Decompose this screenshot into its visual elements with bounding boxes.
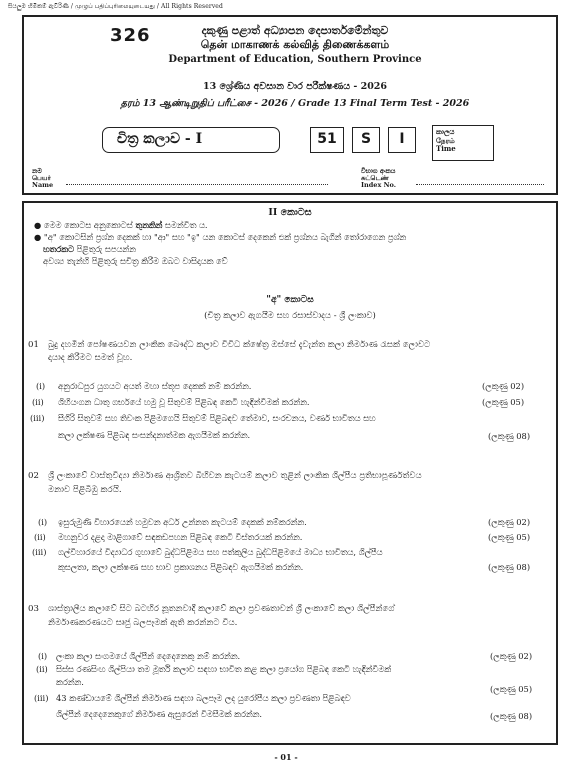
- time-label: நேரம்: [436, 135, 455, 145]
- name-label-line: பெயர்: [32, 174, 51, 182]
- copyright-notice: සියලුම හිමිකම් ඇවිරිණි / முழுப் பதிப்புரிமையுடையது / All Rights Reserved: [8, 3, 223, 10]
- part-label: (iii): [30, 413, 45, 423]
- department-sinhala: දකුණු පළාත් අධ්‍යාපන දෙපාර්තමේන්තුව: [201, 24, 389, 37]
- name-label-line: Name: [32, 181, 54, 189]
- part-label: (i): [38, 517, 48, 527]
- instruction: ● මෙම කොටස අනුකොටස් තුනකින් සමන්විත ය.: [34, 220, 208, 230]
- time-label: Time: [436, 144, 456, 153]
- instruction-text: අවශ්‍ය තැන්හි පිළිතුරු සචිත්‍ර කිරීම ඔබට වාසිදායක වේ: [43, 256, 228, 266]
- question-stem: නිර්මාණකරණයට සෘජු බලපෑමක් ඇති කරන්නට විය.: [48, 618, 238, 628]
- part-text: කුසලතා, කලා ලක්ෂණ සහ භාව ප්‍රකාශනය පිළිබඳව ඇගයීමක් කරන්න.: [58, 562, 304, 572]
- part-text: අනුරාධපුර යුගයට අයත් මහා ස්තූප දෙකක් නම් කරන්න.: [58, 381, 252, 391]
- instruction-text: මෙම කොටස අනුකොටස්: [43, 220, 136, 230]
- name-field[interactable]: [66, 184, 328, 185]
- index-label-line: විභාග අංකය: [361, 167, 396, 175]
- index-label: [361, 168, 396, 189]
- part-text: කරන්න.: [56, 677, 84, 687]
- instruction-text: සමන්විත ය.: [162, 220, 208, 230]
- marks: (ලකුණු 02): [488, 517, 531, 527]
- code-box: I: [388, 127, 416, 153]
- marks: (ලකුණු 08): [488, 431, 531, 441]
- part-text: ඉසුරුමුණි විහාරයෙන් හමුවන අර්ධ උන්නත කැටයම් දෙකක් නම්කරන්න.: [58, 517, 307, 527]
- index-label-line: சுட்டெண்: [361, 174, 389, 182]
- instruction-text: "අ" කොටසින් ප්‍රශ්න දෙකක් හා "ආ" සහ "ඉ" යන කොටස් දෙකෙන් එක් ප්‍රශ්නය බැගින් තෝරාගෙන ප්‍රශ්න: [43, 232, 407, 242]
- question-stem: මනාව පිළිබිඹු කරයි.: [48, 485, 122, 495]
- marks: (ලකුණු 02): [482, 381, 525, 391]
- section-a-subtitle: (චිත්‍ර කලාව ඇගයීම සහ රසාස්වාදය - ශ්‍රී ලංකාව): [204, 311, 376, 321]
- code-box: S: [352, 127, 380, 153]
- question-stem: ශ්‍රී ලංකාවේ වාස්තුවිද්‍යා නිර්මාණ ආශ්‍රිතව බිහිවන කැටයම් කලාව තුළින් ලාංකික ශිල්පීය ප්‍රතිභාපූර්ණත්වය: [48, 471, 422, 481]
- question-stem: දායාද කිරීමට සමත් වූහ.: [48, 353, 133, 363]
- part-text: ගල්විහාරයේ විද්‍යාධර ගුහාවේ බුද්ධපිළිමය සහ පත්කුලිය බුද්ධපිළිමයේ මාධ්‍ය භාවිතය, ශිල්පීය: [58, 547, 383, 557]
- index-field[interactable]: [416, 184, 544, 185]
- code-box: 51: [310, 127, 344, 153]
- part-label: (iii): [34, 693, 49, 703]
- exam-title-sinhala: 13 ශ්‍රේණිය අවසාන වාර පරීක්ෂණය - 2026: [202, 81, 388, 92]
- instruction: [43, 255, 228, 267]
- marks: (ලකුණු 08): [488, 562, 531, 572]
- part-text: ශිල්පීන් දෙදෙනෙකුගේ නිර්මාණ ඇසුරෙන් විමසීමක් කරන්න.: [56, 709, 262, 719]
- page-number: - 01 -: [274, 752, 298, 762]
- part-label: (iii): [32, 547, 47, 557]
- marks: (ලකුණු 08): [490, 711, 533, 721]
- part-text: සිස්ස රණසිංහ ශිල්පියා තම මූර්ති කලාව සඳහා භාවිත කළ කලා ප්‍රයෝග පිළිබඳ කෙටි හැඳින්වීමක්: [56, 664, 391, 674]
- part-text: මහනුවර දළදා මාළිගාවේ සඳකඩපහන පිළිබඳ කෙටි විස්තරයක් කරන්න.: [58, 532, 303, 542]
- subject-box: චිත්‍ර කලාව - I: [102, 127, 280, 153]
- instruction: [43, 243, 136, 255]
- time-box: [432, 125, 494, 161]
- instruction-bold: තුනකින්: [135, 220, 163, 230]
- section-a-title: "අ" කොටස: [266, 295, 314, 305]
- marks: (ලකුණු 02): [490, 651, 533, 661]
- part-label: (ii): [36, 664, 48, 674]
- instruction: ● "අ" කොටසින් ප්‍රශ්න දෙකක් හා "ආ" සහ "ඉ" යන කොටස් දෙකෙන් එක් ප්‍රශ්නය බැගින් තෝරාගෙන ප්‍රශ්න: [34, 232, 407, 242]
- marks: (ලකුණු 05): [490, 684, 533, 694]
- instruction-text: පිළිතුරු සපයන්න: [73, 244, 136, 254]
- part-text: සීගිරි සිතුවම් සහ තිවංක පිළිමගෙයි සිතුවම් පිළිබඳව තේමාව, සංරචනය, වර්ණ භාවිතය සහ: [58, 413, 376, 423]
- part-label: (ii): [34, 532, 46, 542]
- part-label: (i): [36, 381, 46, 391]
- part-label: (i): [38, 651, 48, 661]
- department-tamil: தென் மாகாணக் கல்வித் திணைக்களம்: [200, 38, 390, 51]
- question-stem: ශාස්ත්‍රාලීය කලාවේ සිට බටහිර නූතනවාදී කලාවේ කලා ප්‍රවණතාවන් ශ්‍රී ලංකාවේ කලා ශිල්පීන්ගේ: [48, 604, 395, 614]
- name-label-line: නම: [32, 167, 42, 175]
- part-text: ශිහියංගන ධාතු ගර්භයේ හමු වූ සිතුවම් පිළිබඳ කෙටි හැඳින්වීමක් කරන්න.: [58, 397, 310, 407]
- part-label: (ii): [32, 397, 44, 407]
- marks: (ලකුණු 05): [482, 397, 525, 407]
- part-title: II කොටස: [268, 207, 312, 218]
- name-label: [32, 168, 53, 189]
- instruction-bold: හතරකට: [43, 244, 74, 254]
- marks: (ලකුණු 05): [488, 532, 531, 542]
- time-label: කාලය: [436, 127, 455, 136]
- part-text: 43 කණ්ඩායමේ ශිල්පීන් නිර්මාණ සඳහා බලපෑම ලද යුරෝපීය කලා ප්‍රවණතා පිළිබඳව: [56, 693, 351, 703]
- question-stem: බුදු දහමින් පෝෂණයවන ලාංකික බෞද්ධ කලාව විවිධ ක්ෂේත්‍ර ඔස්සේ දැවැන්ත කලා නිර්මාණ රැසක් ලොවට: [48, 340, 431, 350]
- paper-code: 326: [110, 25, 151, 46]
- exam-title-tamil-english: தரம் 13 ஆண்டிறுதிப் பரீட்சை - 2026 / Grade 13 Final Term Test - 2026: [120, 98, 470, 109]
- question-number: 01: [28, 340, 39, 350]
- department-english: Department of Education, Southern Province: [168, 54, 422, 65]
- index-label-line: Index No.: [361, 181, 397, 189]
- question-number: 02: [28, 471, 39, 481]
- part-text: ලංකා කලා සංගමයේ ශිල්පීන් දෙදෙනෙකු නම් කරන්න.: [56, 651, 241, 661]
- question-number: 03: [28, 604, 39, 614]
- part-text: කලා ලක්ෂණ පිළිබඳ සංසන්දනාත්මක ඇගයීමක් කරන්න.: [58, 430, 251, 440]
